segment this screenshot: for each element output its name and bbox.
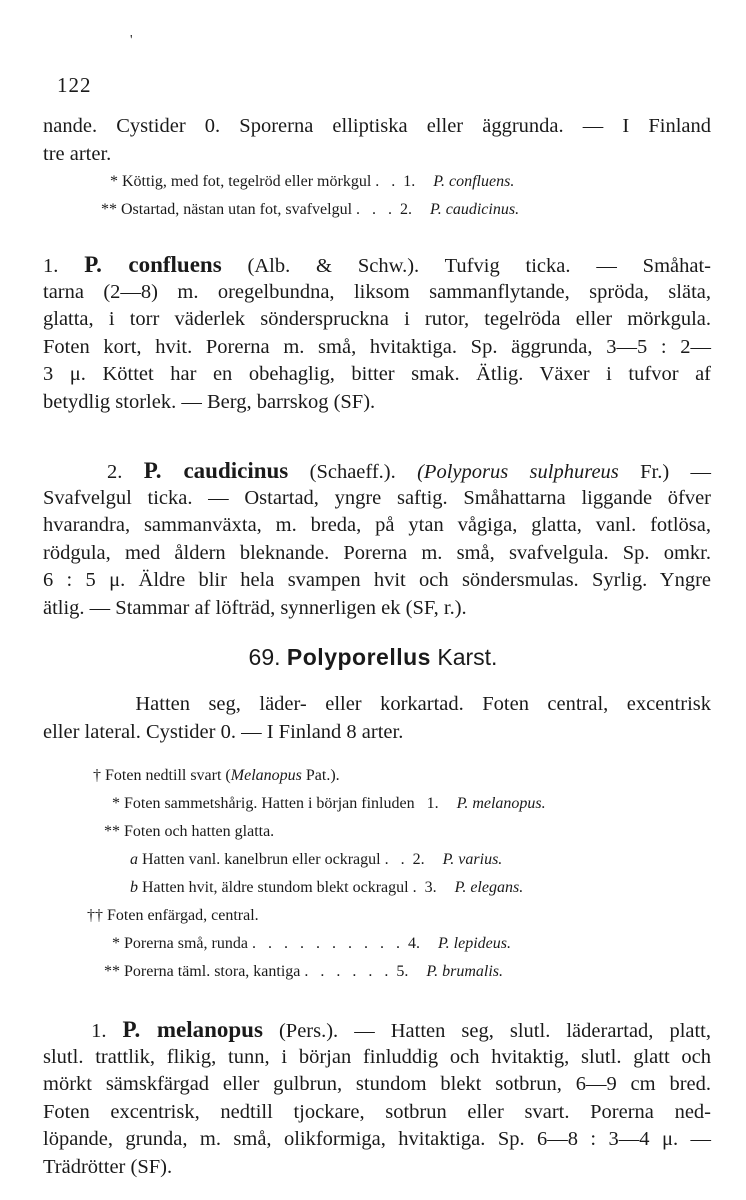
text-line: 2. P. caudicinus (Schaeff.). (Polyporus sulphureus Fr.) — <box>107 458 712 483</box>
text-line: rödgula, med åldern bleknande. Porerna m. små, svafvelgula. Sp. omkr. <box>43 541 711 564</box>
page-number: 122 <box>57 73 92 97</box>
text-line: Foten excentrisk, nedtill tjockare, sotbrun eller svart. Porerna ned- <box>43 1100 711 1123</box>
key-row: * Foten sammetshårig. Hatten i början finluden 1. P. melanopus. <box>112 795 546 812</box>
key-row: a Hatten vanl. kanelbrun eller ockragul . . 2. P. varius. <box>130 851 503 868</box>
key-row: * Köttig, med fot, tegelröd eller mörkgul . . 1. P. confluens. <box>110 173 515 190</box>
species-entry <box>43 251 711 416</box>
key-row: ** Ostartad, nästan utan fot, svafvelgul . . . 2. P. caudicinus. <box>101 201 520 218</box>
text-line: löpande, grunda, m. små, olikformiga, hvitaktiga. Sp. 6—8 : 3—4 μ. — <box>43 1128 711 1150</box>
text-line: glatta, i torr väderlek sönderspruckna i rutor, tegelröda eller mörkgula. <box>43 308 711 330</box>
species-name: P. confluens <box>84 252 222 277</box>
key-row: ** Foten och hatten glatta. <box>104 823 275 840</box>
species-name: P. caudicinus <box>143 458 289 483</box>
intro-paragraph <box>43 113 711 168</box>
text-line: slutl. trattlik, flikig, tunn, i början finluddig och hvitaktig, slutl. glatt och <box>43 1045 711 1068</box>
genus-description <box>43 691 711 746</box>
text-line: 1. P. confluens (Alb. & Schw.). Tufvig ticka. — Småhat- <box>43 252 711 277</box>
species-entry <box>43 1016 711 1181</box>
text-line: tre arter. <box>43 142 112 165</box>
text-line: 3 μ. Köttet har en obehaglig, bitter smak. Ätlig. Växer i tufvor af <box>43 363 711 385</box>
species-entry <box>43 457 711 622</box>
species-name: P. melanopus <box>122 1017 263 1042</box>
text-line: tarna (2—8) m. oregelbundna, liksom sammanflytande, spröda, släta, <box>43 280 711 303</box>
text-line: Hatten seg, läder- eller korkartad. Foten central, excentrisk <box>135 693 712 715</box>
stray-mark: ' <box>130 33 133 48</box>
text-line: 1. P. melanopus (Pers.). — Hatten seg, slutl. läderartad, platt, <box>91 1017 712 1042</box>
text-line: mörkt sämskfärgad eller gulbrun, stundom blekt sotbrun, 6—9 cm bred. <box>43 1073 711 1095</box>
text-line: nande. Cystider 0. Sporerna elliptiska eller äggrunda. — I Finland <box>43 115 711 137</box>
key-row: * Porerna små, runda . . . . . . . . . . 4. P. lepideus. <box>112 935 511 952</box>
text-line: betydlig storlek. — Berg, barrskog (SF). <box>43 390 376 413</box>
key-row: †† Foten enfärgad, central. <box>87 907 259 924</box>
genus-heading: 69. Polyporellus Karst. <box>248 644 498 670</box>
key-row: † Foten nedtill svart (Melanopus Pat.). <box>93 767 340 784</box>
text-line: Foten kort, hvit. Porerna m. små, hvitaktiga. Sp. äggrunda, 3—5 : 2— <box>43 335 711 358</box>
key-row: b Hatten hvit, äldre stundom blekt ockragul . 3. P. elegans. <box>130 879 524 896</box>
text-line: Svafvelgul ticka. — Ostartad, yngre saftig. Småhattarna liggande öfver <box>43 486 711 509</box>
text-line: hvarandra, sammanväxta, m. breda, på ytan vågiga, glatta, vanl. fotlösa, <box>43 514 711 536</box>
text-line: ätlig. — Stammar af löfträd, synnerligen ek (SF, r.). <box>43 596 467 619</box>
text-line: Trädrötter (SF). <box>43 1155 173 1178</box>
text-line: eller lateral. Cystider 0. — I Finland 8 arter. <box>43 720 404 743</box>
key-row: ** Porerna täml. stora, kantiga . . . . . . 5. P. brumalis. <box>104 963 503 980</box>
text-line: 6 : 5 μ. Äldre blir hela svampen hvit och söndersmulas. Syrlig. Yngre <box>43 569 711 591</box>
